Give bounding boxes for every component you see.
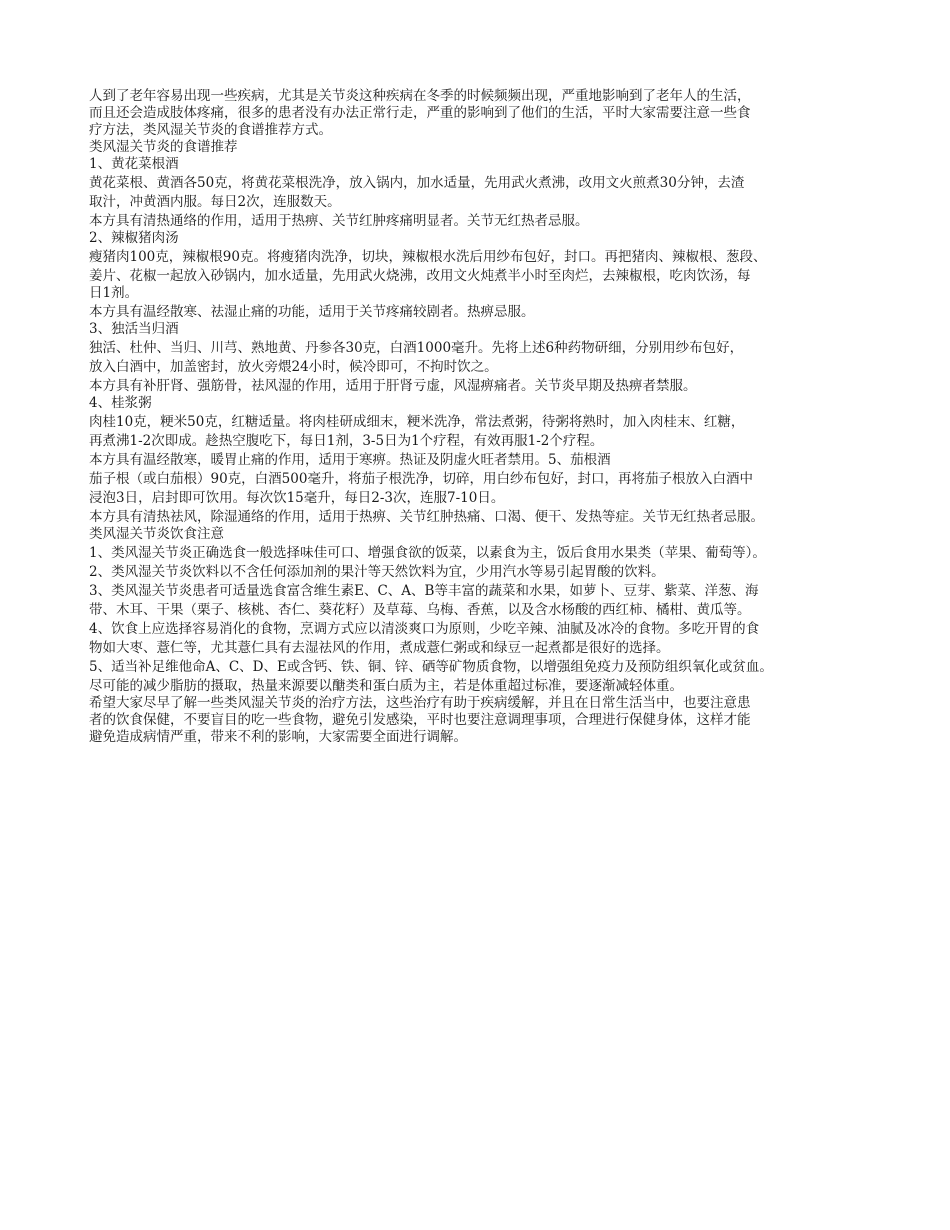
diet-item: 4、饮食上应选择容易消化的食物，烹调方式应以清淡爽口为原则，少吃辛辣、油腻及冰冷的食物。多吃开胃的食 [89,621,760,637]
recipe-note: 本方具有清热通络的作用，适用于热痹、关节红肿疼痛明显者。关节无红热者忌服。 [89,213,589,229]
recipe-note: 本方具有清热祛风，除湿通络的作用，适用于热痹、关节红肿热痛、口渴、便干、发热等症。关节无红热者忌服。 [89,509,764,525]
recipe-title: 2、辣椒猪肉汤 [89,230,179,246]
recipe-text: 姜片、花椒一起放入砂锅内，加水适量，先用武火烧沸，改用文火炖煮半小时至肉烂，去辣椒根，吃肉饮汤，每 [89,268,751,284]
diet-item: 3、类风湿关节炎患者可适量选食富含维生素E、C、A、B等丰富的蔬菜和水果，如萝卜、豆芽、紫菜、洋葱、海 [89,583,759,599]
conclusion-line: 者的饮食保健，不要盲目的吃一些食物，避免引发感染，平时也要注意调理事项，合理进行保健身体，这样才能 [89,712,751,728]
diet-heading: 类风湿关节炎饮食注意 [89,526,224,542]
recipe-text: 取汁，冲黄酒内服。每日2次，连服数天。 [89,194,341,210]
recipe-text: 日1剂。 [89,285,139,301]
recipe-text: 浸泡3日，启封即可饮用。每次饮15毫升，每日2-3次，连服7-10日。 [89,490,505,506]
recipe-text: 独活、杜仲、当归、川芎、熟地黄、丹参各30克，白酒1000毫升。先将上述6种药物研细，分别用纱布包好， [89,340,744,356]
diet-item: 5、适当补足维他命A、C、D、E或含钙、铁、铜、锌、硒等矿物质食物，以增强组免疫力及预防组织氧化或贫血。 [89,659,773,675]
diet-item: 尽可能的减少脂肪的摄取，热量来源要以醣类和蛋白质为主，若是体重超过标准，要逐渐减轻体重。 [89,678,683,694]
recipe-title: 3、独活当归酒 [89,321,179,337]
recipe-text: 瘦猪肉100克，辣椒根90克。将瘦猪肉洗净，切块，辣椒根水洗后用纱布包好，封口。再把猪肉、辣椒根、葱段、 [89,249,767,265]
article-body [89,88,889,746]
recipe-note: 本方具有温经散寒、祛湿止痛的功能，适用于关节疼痛较剧者。热痹忌服。 [89,304,535,320]
intro-line: 人到了老年容易出现一些疾病，尤其是关节炎这种疾病在冬季的时候频频出现，严重地影响到了老年人的生活， [89,88,751,104]
diet-item: 物如大枣、薏仁等，尤其薏仁具有去湿祛风的作用，煮成薏仁粥或和绿豆一起煮都是很好的选择。 [89,640,670,656]
recipe-note: 本方具有补肝肾、强筋骨，祛风湿的作用，适用于肝肾亏虚，风湿痹痛者。关节炎早期及热痹者禁服。 [89,378,697,394]
recipe-text: 茄子根（或白茄根）90克，白酒500毫升，将茄子根洗净，切碎，用白纱布包好，封口，再将茄子根放入白酒中 [89,471,753,487]
recipe-title: 1、黄花菜根酒 [89,156,179,172]
conclusion-line: 避免造成病情严重，带来不利的影响，大家需要全面进行调解。 [89,729,467,745]
recipe-text: 黄花菜根、黄酒各50克，将黄花菜根洗净，放入锅内，加水适量，先用武火煮沸，改用文火煎煮30分钟，去渣 [89,175,745,191]
recipes-heading: 类风湿关节炎的食谱推荐 [89,139,238,155]
recipe-text: 肉桂10克，粳米50克，红糖适量。将肉桂研成细末，粳米洗净，常法煮粥，待粥将熟时，加入肉桂末、红糖， [89,414,745,430]
recipe-text: 放入白酒中，加盖密封，放火旁煨24小时，候冷即可，不拘时饮之。 [89,359,498,375]
diet-item: 1、类风湿关节炎正确选食一般选择味佳可口、增强食欲的饭菜，以素食为主，饭后食用水果类（苹果、葡萄等）。 [89,545,766,561]
diet-item: 2、类风湿关节炎饮料以不含任何添加剂的果汁等天然饮料为宜，少用汽水等易引起胃酸的饮料。 [89,564,665,580]
diet-item: 带、木耳、干果（栗子、核桃、杏仁、葵花籽）及草莓、乌梅、香蕉，以及含水杨酸的西红柿、橘柑、黄瓜等。 [89,602,751,618]
recipe-text: 再煮沸1-2次即成。趁热空腹吃下，每日1剂，3-5日为1个疗程，有效再服1-2个疗程。 [89,433,604,449]
recipe-title: 4、桂浆粥 [89,395,152,411]
recipe-note: 本方具有温经散寒，暖胃止痛的作用，适用于寒痹。热证及阴虚火旺者禁用。5、茄根酒 [89,452,611,468]
intro-line: 而且还会造成肢体疼痛，很多的患者没有办法正常行走，严重的影响到了他们的生活，平时大家需要注意一些食 [89,105,751,121]
intro-line: 疗方法，类风湿关节炎的食谱推荐方式。 [89,122,332,138]
conclusion-line: 希望大家尽早了解一些类风湿关节炎的治疗方法，这些治疗有助于疾病缓解，并且在日常生活当中，也要注意患 [89,695,751,711]
